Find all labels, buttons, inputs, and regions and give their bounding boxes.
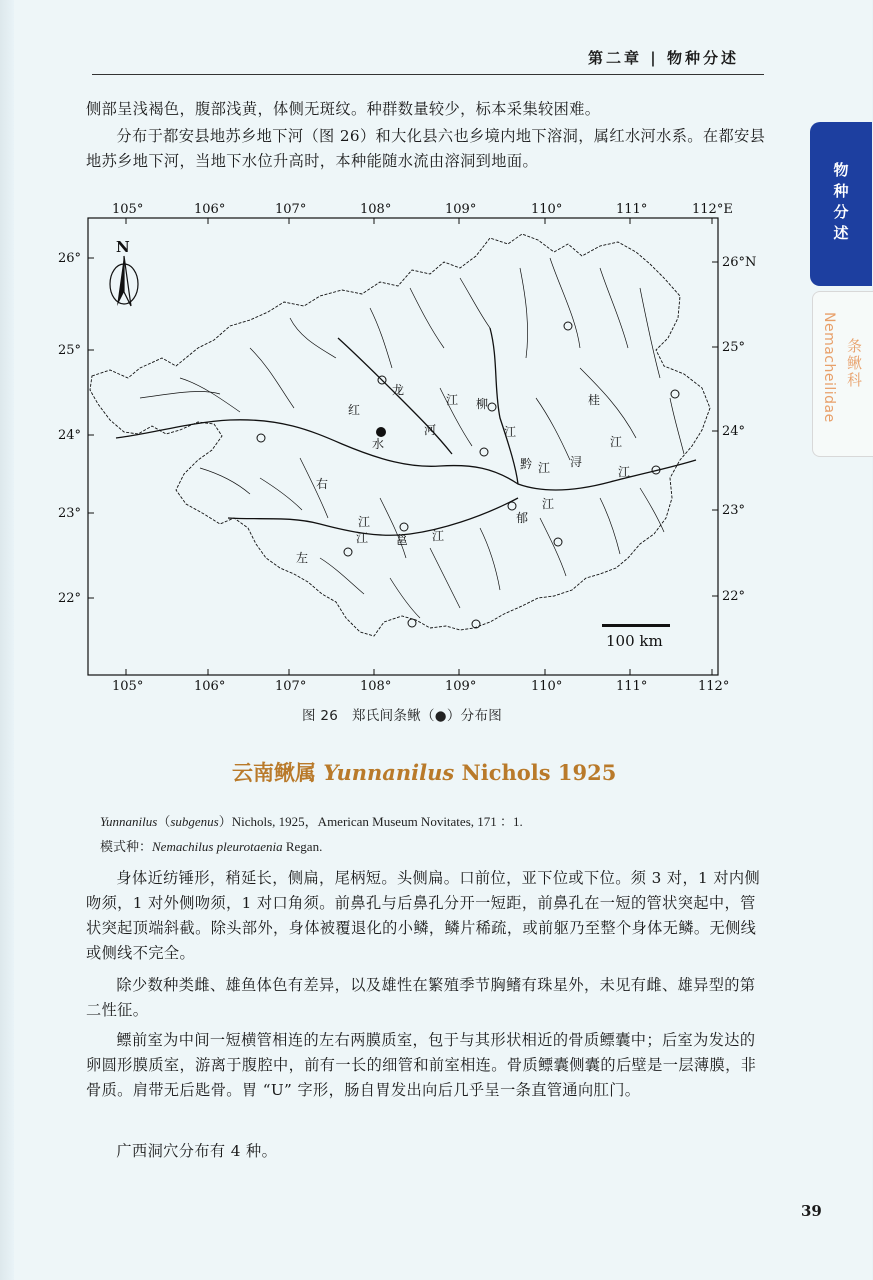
page-number: 39 <box>801 1202 822 1220</box>
paragraph-body-shape: 身体近纺锤形，稍延长，侧扁，尾柄短。头侧扁。口前位，亚下位或下位。须 3 对，1 对内侧吻须，1 对外侧吻须，1 对口角须。前鼻孔与后鼻孔分开一短距，前鼻孔在一短的管状突起中，管状突起顶端斜截。除头部外，身体被覆退化的小鳞，鳞片稀疏，或前躯乃至整个身体无鳞。无侧线或侧线不完全。 <box>86 869 761 962</box>
tributaries <box>140 258 684 618</box>
label-jiang-2: 江 <box>504 425 517 439</box>
lat-left-26: 26° <box>58 251 82 266</box>
river-labels <box>296 382 630 565</box>
label-hong: 红 <box>348 403 361 417</box>
genus-reference <box>100 811 523 830</box>
label-qian: 黔 <box>520 457 533 471</box>
lon-bottom-105: 105° <box>112 679 144 694</box>
lat-left-22: 22° <box>58 591 82 606</box>
paragraph-dimorphism: 除少数种类雌、雄鱼体色有差异，以及雄性在繁殖季节胸鳍有珠星外，未见有雌、雄异型的第二性征。 <box>86 976 756 1019</box>
type-species-label: 模式种： <box>100 839 153 854</box>
header-chapter: 第二章 <box>588 49 643 67</box>
label-jiang-1: 江 <box>446 393 459 407</box>
north-label: N <box>116 238 130 256</box>
label-shui: 水 <box>372 437 385 451</box>
running-header <box>588 47 739 68</box>
lon-bottom-110: 110° <box>531 679 563 694</box>
ref-genus: Yunnanilus <box>100 814 158 829</box>
lon-top-106: 106° <box>194 202 226 217</box>
label-zuo: 左 <box>296 551 309 565</box>
ref-subgenus: subgenus <box>170 814 219 829</box>
header-rule <box>92 74 764 75</box>
major-rivers <box>116 328 696 535</box>
label-jiang-3: 江 <box>610 435 623 449</box>
header-section: 物种分述 <box>666 49 739 67</box>
label-long: 龙 <box>392 383 405 397</box>
label-jiang-4: 江 <box>538 461 551 475</box>
lat-right-24: 24° <box>722 424 746 439</box>
figure-caption: 图 26 郑氏间条鳅（●）分布图 <box>302 708 503 724</box>
label-you: 右 <box>316 477 329 491</box>
side-tab-species-label: 物种分述 <box>831 162 850 246</box>
type-species-name: Nemachilus pleurotaenia <box>152 839 283 854</box>
label-jiang-8: 江 <box>356 531 369 545</box>
label-xun: 浔 <box>570 455 583 469</box>
lat-left-24: 24° <box>58 428 82 443</box>
lon-bottom-106: 106° <box>194 679 226 694</box>
label-liu: 柳 <box>476 397 489 411</box>
type-species-author: Regan. <box>282 839 323 854</box>
label-jiang-9: 江 <box>432 529 445 543</box>
paragraph-species-count: 广西洞穴分布有 4 种。 <box>116 1142 278 1160</box>
header-divider: | <box>650 49 667 67</box>
lat-left-23: 23° <box>58 506 82 521</box>
lon-top-110: 110° <box>531 202 563 217</box>
genus-title-latin: Yunnanilus <box>323 760 455 785</box>
label-jiang-6: 江 <box>542 497 555 511</box>
lon-bottom-108: 108° <box>360 679 392 694</box>
map-frame <box>88 218 718 675</box>
lon-bottom-107: 107° <box>275 679 307 694</box>
scale-bar <box>602 624 670 627</box>
label-yu: 郁 <box>516 511 529 525</box>
record-solid-dot <box>376 427 386 437</box>
label-he: 河 <box>424 423 437 437</box>
paragraph-air-bladder: 鳔前室为中间一短横管相连的左右两膜质室，包于与其形状相近的骨质鳔囊中；后室为发达的卵圆形膜质室，游离于腹腔中，前有一长的细管和前室相连。骨质鳔囊侧囊的后壁是一层薄膜，非骨质。肩带无后匙骨。胃 “U” 字形，肠自胃发出向后几乎呈一条直管通向肛门。 <box>86 1031 757 1099</box>
map-svg <box>58 198 757 698</box>
scale-label: 100 km <box>606 632 663 650</box>
lon-top-105: 105° <box>112 202 144 217</box>
side-tab-species[interactable] <box>810 122 872 286</box>
lat-right-23: 23° <box>722 503 746 518</box>
lon-top-112: 112°E <box>692 202 733 217</box>
paragraph-distribution: 分布于都安县地苏乡地下河（图 26）和大化县六也乡境内地下溶洞，属红水河水系。在都安县地苏乡地下河，当地下水位升高时，本种能随水流由溶洞到地面。 <box>86 127 766 170</box>
record-open-circles <box>257 322 679 628</box>
distribution-map <box>58 198 757 698</box>
label-yong: 邕 <box>396 533 409 547</box>
lon-top-108: 108° <box>360 202 392 217</box>
ref-citation: ）Nichols, 1925，American Museum Novitates, 171 ：1. <box>218 814 523 829</box>
lon-bottom-112: 112° <box>698 679 730 694</box>
paragraph-coloration: 侧部呈浅褐色，腹部浅黄，体侧无斑纹。种群数量较少，标本采集较困难。 <box>86 100 601 118</box>
lon-top-107: 107° <box>275 202 307 217</box>
page-gutter-shadow <box>0 0 14 1280</box>
label-gui: 桂 <box>588 393 601 407</box>
side-tab-family-cn: 条鳅科 <box>845 338 863 389</box>
genus-title-cn: 云南鳅属 <box>232 761 316 785</box>
lon-bottom-109: 109° <box>445 679 477 694</box>
label-jiang-7: 江 <box>358 515 371 529</box>
map-ticks <box>88 218 718 675</box>
genus-title-author: Nichols 1925 <box>461 760 617 785</box>
genus-heading <box>232 757 616 787</box>
lon-top-111: 111° <box>616 202 648 217</box>
lon-top-109: 109° <box>445 202 477 217</box>
type-species <box>100 836 322 855</box>
lon-bottom-111: 111° <box>616 679 648 694</box>
label-jiang-5: 江 <box>618 465 631 479</box>
lat-right-22: 22° <box>722 589 746 604</box>
side-tab-nemacheilidae[interactable] <box>812 291 873 457</box>
side-tab-family-en: Nemacheilidae <box>821 312 837 423</box>
lat-right-25: 25° <box>722 340 746 355</box>
lat-left-25: 25° <box>58 343 82 358</box>
lat-right-26: 26°N <box>722 255 757 270</box>
north-arrow-icon <box>110 256 138 306</box>
ref-paren-open: （ <box>157 814 171 829</box>
